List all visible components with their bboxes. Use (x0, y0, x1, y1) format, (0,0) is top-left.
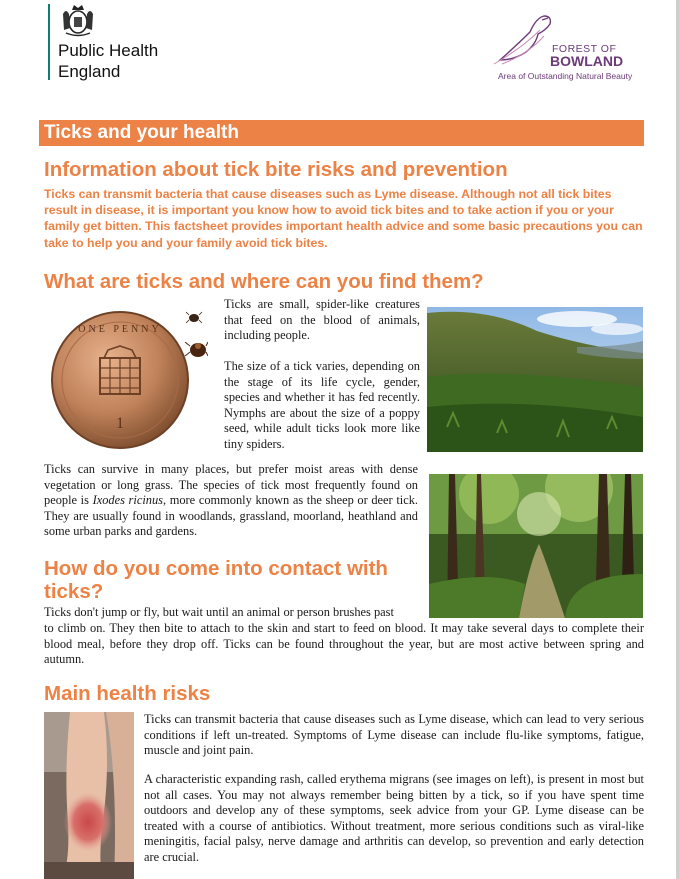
p3-text-end: , more commonly known as the sheep or deer tick. They are usually found in woodlands, grassland, moorland, heathland and some urban parks and gardens. (44, 493, 419, 539)
paragraph-tick-habitats (44, 462, 418, 540)
paragraph-tick-description: Ticks are small, spider-like creatures that feed on the blood of animals, including people. (224, 297, 420, 343)
penny-with-ticks-photo (46, 294, 208, 456)
tick-species-name: Ixodes ricinus (92, 493, 163, 508)
paragraph-tick-size: The size of a tick varies, depending on the stage of its life cycle, gender, species and whether it has fed recently. Nymphs are about the size of a poppy seed, while adult ticks look more like tiny spiders. (224, 359, 420, 451)
bowland-line2: BOWLAND (550, 53, 624, 69)
page-title: Ticks and your health (44, 122, 239, 143)
royal-crest-icon (58, 2, 98, 38)
coin-numeral: 1 (116, 415, 124, 432)
intro-paragraph: Ticks can transmit bacteria that cause diseases such as Lyme disease. Although not all tick bites result in disease, it is important you know how to avoid tick bites and to take action if you or your family get bitten. This factsheet provides important health advice and some basic precautions you can take to help you and your family avoid tick bites. (44, 187, 643, 250)
p3-text-start: Ticks can survive in many places, but prefer moist areas with dense vegetation or long grass. The species of tick most frequently found on people is (44, 462, 418, 508)
erythema-migrans-rash-photo (44, 712, 134, 879)
tick-small-icon (189, 314, 199, 322)
section-heading-health-risks: Main health risks (44, 682, 211, 705)
bowland-line1: FOREST OF (552, 43, 617, 55)
intro-heading: Information about tick bite risks and prevention (44, 158, 508, 181)
moorland-photo (427, 307, 643, 452)
phe-name-line1: Public Health (58, 41, 159, 60)
section-heading-contact: How do you come into contact with ticks? (44, 557, 388, 603)
forest-of-bowland-logo (492, 8, 642, 84)
paragraph-contact-rest: to climb on. They then bite to attach to the skin and start to feed on blood. It may take several days to complete their blood meal, before they drop off. Ticks can be found throughout the year, but are most active between spring and autumn. (44, 621, 644, 667)
paragraph-contact-line1: Ticks don't jump or fly, but wait until an animal or person brushes past (44, 605, 394, 619)
phe-logo-text (58, 40, 158, 82)
coin-legend: ONE PENNY (78, 324, 162, 335)
bowland-tagline: Area of Outstanding Natural Beauty (498, 71, 633, 81)
phe-name-line2: England (58, 62, 121, 81)
paragraph-erythema-migrans: A characteristic expanding rash, called erythema migrans (see images on left), is present in most but not all cases. You may not always remember being bitten by a tick, so if you have spent time outdoors and develop any of these symptoms, seek advice from your GP. Lyme disease can be treated with a course of antibiotics. Without treatment, more serious conditions such as viral-like meningitis, facial palsy, nerve damage and arthritis can develop, so prevention and early detection are crucial. (144, 772, 644, 864)
paragraph-lyme-disease: Ticks can transmit bacteria that cause diseases such as Lyme disease, which can lead to very serious conditions if left un-treated. Symptoms of Lyme disease can include flu-like symptoms, fatigue, muscle and joint pain. (144, 712, 644, 758)
phe-logo-rule (48, 4, 50, 80)
woodland-path-photo (429, 474, 643, 618)
section-heading-what-are-ticks: What are ticks and where can you find them? (44, 270, 484, 293)
